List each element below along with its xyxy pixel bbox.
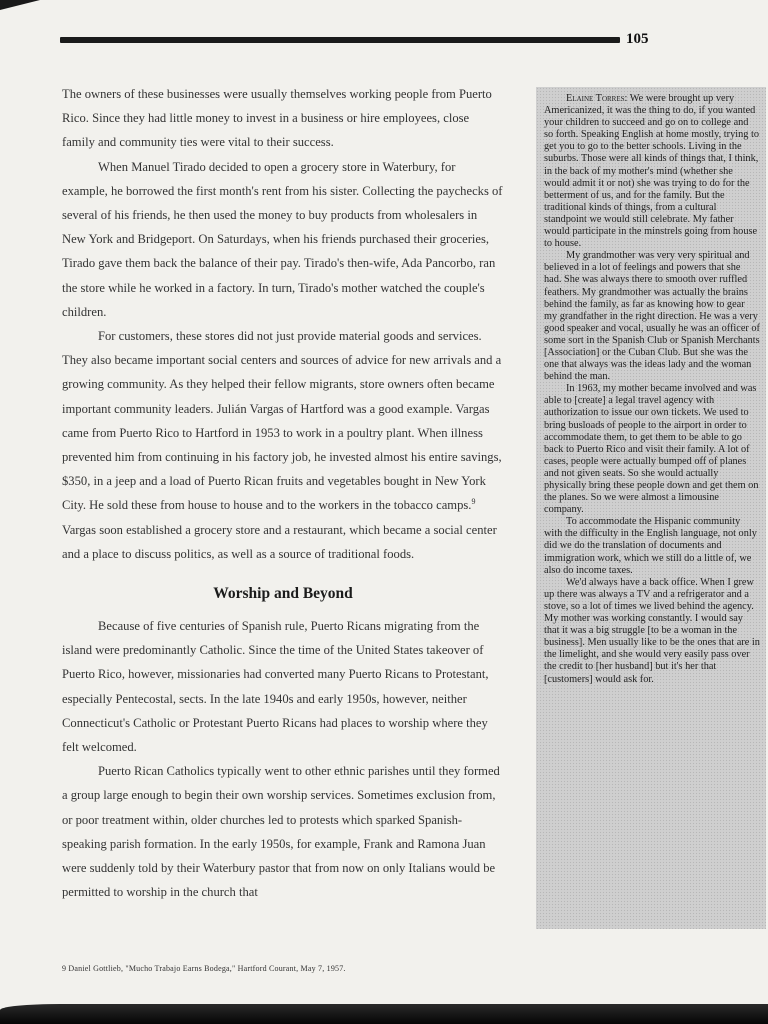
- paragraph-spanish-rule: Because of five centuries of Spanish rule, Puerto Ricans migrating from the island were predominantly Catholic. Since the time of the United States takeover of Puerto Rico, however, missionaries had converted many Puerto Ricans to Protestant, especially Pentecostal, sects. In the late 1940s and early 1950s, however, neither Connecticut's Catholic or Protestant Puerto Ricans had places to worship where they felt welcomed.: [62, 619, 489, 755]
- paragraph-customers-text: For customers, these stores did not just provide material goods and services. They also became important social centers and sources of advice for new arrivals and a growing community. As they helped their fellow migrants, store owners often became important community leaders. Julián Vargas of Hartford was a good example. Vargas came from Puerto Rico to Hartford in 1953 to work in a poultry plant. When illness prevented him from continuing in his factory job, he invested almost his entire savings, $350, in a jeep and a load of Puerto Rican fruits and vegetables bought in New York City. He sold these from house to house and to the workers in the tobacco camps.: [62, 329, 502, 513]
- sidebar-paragraph-back-office: We'd always have a back office. When I grew up there was always a TV and a refrigerator and a stove, so a lot of times we lived behind the agency. My mother was working constantly. I would say that it was a big struggle [to be a woman in the business]. Men usually like to be the ones that are in the limelight, and she would very easily pass over the credit to [her husband] but it's her that [customers] would ask for.: [544, 576, 760, 685]
- footnote-mark: 9: [62, 964, 67, 973]
- sidebar-paragraph-travel-agency: In 1963, my mother became involved and was able to [create] a legal travel agency with authorization to issue our own tickets. We used to bring busloads of people to the airport in order to accommodate them, to get them to be able to go back to Puerto Rico and visit their family. A lot of cases, people were actually bumped off of planes and not given seats. So she would actually physically bring these people down and get them on the planes. So we were almost a limousine company.: [544, 383, 759, 516]
- sidebar-quote-box: [536, 87, 766, 929]
- page-corner-shadow: [0, 0, 40, 10]
- speaker-name: Elaine Torres:: [566, 93, 628, 104]
- sidebar-paragraph-intro-text: We were brought up very Americanized, it was the thing to do, if you wanted your children to succeed and go on to college and so forth. Speaking English at home mostly, trying to get you to go to the better schools. Living in the suburbs. Those were all kinds of things that, I think, in the back of my mother's mind (whether she would admit it or not) she was trying to do for the betterment of us, and for the family. But the traditional kinds of things, from a cultural standpoint we would still celebrate. My father would participate in the minstrels going from house to house.: [544, 93, 759, 250]
- sidebar-paragraph-grandmother: My grandmother was very very spiritual and believed in a lot of feelings and powers that she had. She was always there to smooth over ruffled feathers. My grandmother was actually the brains behind the family, as far as knowing how to gear my grandfather in the right direction. He was a very good speaker and vocal, usually he was an officer of some sort in the Spanish Club or Spanish Merchants [Association] or the Cuban Club. But she was the one that always was the ideas lady and the woman behind the man.: [544, 250, 760, 383]
- paragraph-catholics: Puerto Rican Catholics typically went to other ethnic parishes until they formed a group large enough to begin their own worship services. Sometimes exclusion from, or poor treatment within, older churches led to protests which sparked Spanish-speaking parish formation. In the early 1950s, for example, Frank and Ramona Juan were suddenly told by their Waterbury pastor that from now on only Italians would be permitted to worship in the church that: [62, 764, 500, 900]
- main-text-column: [62, 82, 504, 905]
- paragraph-customers-text-end: Vargas soon established a grocery store and a restaurant, which became a social center and a place to discuss politics, as well as a source of traditional foods.: [62, 522, 497, 561]
- footnote-text: Daniel Gottlieb, "Mucho Trabajo Earns Bodega," Hartford Courant, May 7, 1957.: [68, 964, 346, 973]
- footnote: [62, 964, 502, 973]
- paragraph-owners: The owners of these businesses were usually themselves working people from Puerto Rico. Since they had little money to invest in a business or hire employees, close family and community ties were vital to their success.: [62, 87, 492, 150]
- header-rule: [60, 37, 620, 43]
- footnote-reference: 9: [471, 497, 476, 507]
- paragraph-customers: [62, 324, 504, 566]
- section-heading: Worship and Beyond: [213, 585, 353, 603]
- page-bottom-edge: [0, 1004, 768, 1024]
- page-number: 105: [626, 31, 649, 47]
- sidebar-paragraph-community: To accommodate the Hispanic community with the difficulty in the English language, not only did we do the translation of documents and immigration work, which we still do a little of, we also do income taxes.: [544, 516, 757, 576]
- sidebar-text: [536, 87, 766, 692]
- sidebar-paragraph-intro: [544, 93, 760, 250]
- paragraph-tirado: When Manuel Tirado decided to open a grocery store in Waterbury, for example, he borrowed the first month's rent from his sister. Collecting the paychecks of several of his friends, he then used the money to buy products from wholesalers in New York and Bridgeport. On Saturdays, when his friends purchased their groceries, Tirado gave them back the balance of their pay. Tirado's then-wife, Ada Pancorbo, ran the store while he worked in a factory. In turn, Tirado's mother watched the couple's children.: [62, 159, 503, 319]
